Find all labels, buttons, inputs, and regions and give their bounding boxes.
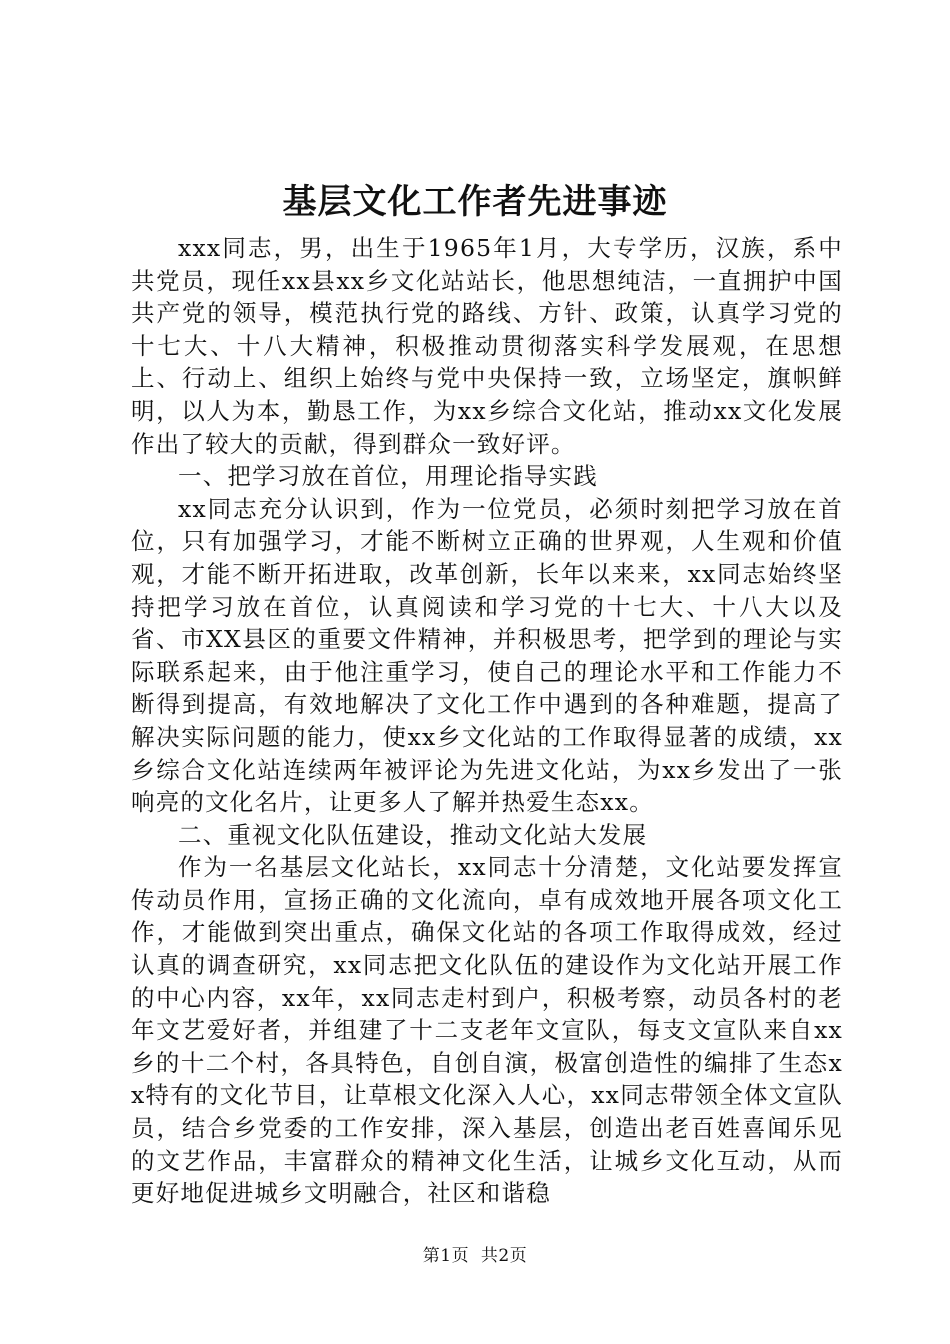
paragraph-intro: xxx同志，男，出生于1965年1月，大专学历，汉族，系中共党员，现任xx县xx乡文化站站长，他思想纯洁，一直拥护中国共产党的领导，模范执行党的路线、方针、政策，认真学习党的十七大、十八大精神，积极推动贯彻落实科学发展观，在思想上、行动上、组织上始终与党中央保持一致，立场坚定，旗帜鲜明，以人为本，勤恳工作，为xx乡综合文化站，推动xx文化发展作出了较大的贡献，得到群众一致好评。 (131, 234, 843, 458)
section-heading-1: 一、把学习放在首位，用理论指导实践 (178, 462, 598, 491)
document-title: 基层文化工作者先进事迹 (282, 182, 668, 222)
paragraph-section-2: 作为一名基层文化站长，xx同志十分清楚，文化站要发挥宣传动员作用，宣扬正确的文化流向，卓有成效地开展各项文化工作，才能做到突出重点，确保文化站的各项工作取得成效，经过认真的调查研究，xx同志把文化队伍的建设作为文化站开展工作的中心内容，xx年，xx同志走村到户，积极考察，动员各村的老年文艺爱好者，并组建了十二支老年文宣队，每支文宣队来自xx乡的十二个村，各具特色，自创自演，极富创造性的编排了生态xx特有的文化节目，让草根文化深入人心，xx同志带领全体文宣队员，结合乡党委的工作安排，深入基层，创造出老百姓喜闻乐见的文艺作品，丰富群众的精神文化生活，让城乡文化互动，从而更好地促进城乡文明融合，社区和谐稳 (131, 853, 843, 1208)
section-heading-2: 二、重视文化队伍建设，推动文化站大发展 (178, 820, 648, 849)
paragraph-section-1: xx同志充分认识到，作为一位党员，必须时刻把学习放在首位，只有加强学习，才能不断树立正确的世界观，人生观和价值观，才能不断开拓进取，改革创新，长年以来来，xx同志始终坚持把学习放在首位，认真阅读和学习党的十七大、十八大以及省、市XX县区的重要文件精神，并积极思考，把学到的理论与实际联系起来，由于他注重学习，使自己的理论水平和工作能力不断得到提高，有效地解决了文化工作中遇到的各种难题，提高了解决实际问题的能力，使xx乡文化站的工作取得显著的成绩，xx乡综合文化站连续两年被评论为先进文化站，为xx乡发出了一张响亮的文化名片，让更多人了解并热爱生态xx。 (131, 494, 843, 817)
page-footer: 第1页 共2页 (422, 1246, 528, 1266)
document-body (131, 232, 843, 1210)
